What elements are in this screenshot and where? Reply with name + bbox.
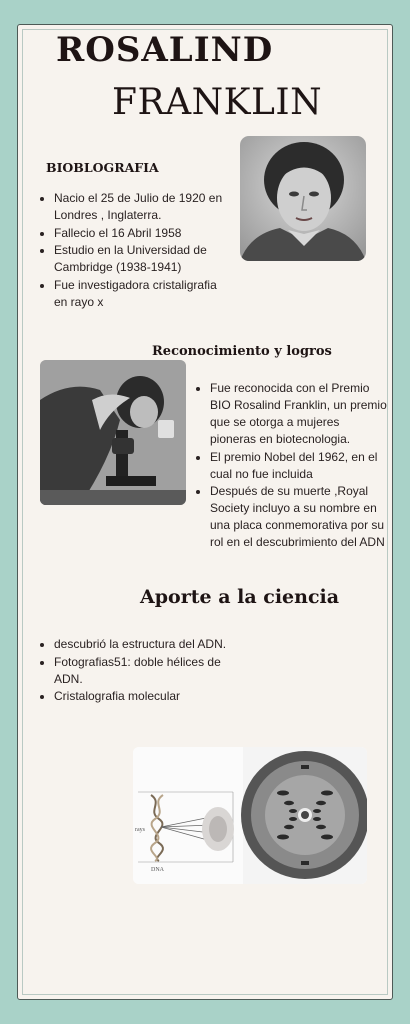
contribution-list (40, 636, 230, 706)
microscope-photo (40, 360, 186, 505)
xray-diffraction-diagram (133, 747, 367, 884)
biography-item: • Fue investigadora cristaligrafia en rayo x (54, 277, 232, 311)
recognition-item: • Fue reconocida con el Premio BIO Rosalind Franklin, un premio que se otorga a mujeres pioneras en biotecnologia. (210, 380, 388, 448)
recognition-item: • Después de su muerte ,Royal Society incluyo a su nombre en una placa conmemorativa por su rol en el descubrimiento del ADN (210, 483, 388, 551)
contribution-item: • Cristalografia molecular (54, 688, 230, 705)
title-last-name: FRANKLIN (112, 82, 323, 123)
contribution-item: • Fotografias51: doble hélices de ADN. (54, 654, 230, 688)
dna-images (133, 747, 367, 884)
biography-item: • Estudio en la Universidad de Cambridge (1938-1941) (54, 242, 232, 276)
title-first-name: ROSALIND (56, 30, 274, 70)
recognition-list (196, 380, 388, 552)
portrait-photo (240, 136, 366, 261)
recognition-item: • El premio Nobel del 1962, en el cual no fue incluida (210, 449, 388, 483)
contribution-heading: Aporte a la ciencia (140, 586, 340, 608)
biography-list (40, 190, 232, 311)
biography-item: • Nacio el 25 de Julio de 1920 en Londres , Inglaterra. (54, 190, 232, 224)
biography-heading: BIOBLOGRAFIA (46, 160, 159, 175)
biography-item: • Fallecio el 16 Abril 1958 (54, 225, 232, 242)
recognition-heading: Reconocimiento y logros (152, 344, 332, 359)
contribution-item: • descubrió la estructura del ADN. (54, 636, 230, 653)
diagram-label-rays: rays (135, 827, 145, 833)
diagram-label-dna: DNA (151, 867, 164, 873)
